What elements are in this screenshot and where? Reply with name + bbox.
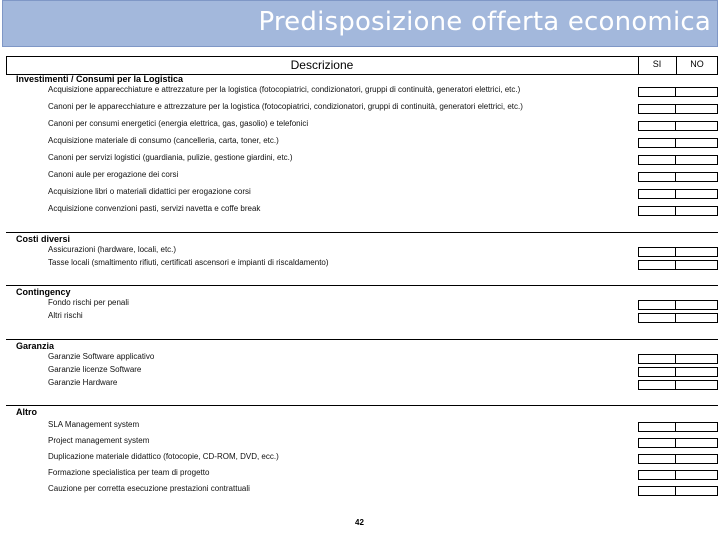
checkbox-si[interactable]	[638, 172, 676, 182]
checkbox-no[interactable]	[675, 454, 718, 464]
checkbox-no[interactable]	[675, 260, 718, 270]
section-divider	[6, 405, 718, 406]
checkbox-si[interactable]	[638, 300, 676, 310]
checkbox-si[interactable]	[638, 138, 676, 148]
table-left-border	[6, 56, 7, 74]
checkbox-no[interactable]	[675, 172, 718, 182]
section-title: Altro	[16, 407, 37, 417]
checkbox-si[interactable]	[638, 121, 676, 131]
list-item: Acquisizione convenzioni pasti, servizi navetta e coffe break	[48, 204, 261, 213]
checkbox-no[interactable]	[675, 470, 718, 480]
checkbox-no[interactable]	[675, 138, 718, 148]
slide-title: Predisposizione offerta economica	[258, 7, 711, 37]
checkbox-no[interactable]	[675, 155, 718, 165]
checkbox-si[interactable]	[638, 380, 676, 390]
checkbox-si[interactable]	[638, 155, 676, 165]
list-item: Assicurazioni (hardware, locali, etc.)	[48, 245, 177, 254]
checkbox-si[interactable]	[638, 189, 676, 199]
checkbox-si[interactable]	[638, 313, 676, 323]
checkbox-si[interactable]	[638, 247, 676, 257]
list-item: Garanzie Software applicativo	[48, 352, 155, 361]
list-item: Acquisizione materiale di consumo (cancelleria, carta, toner, etc.)	[48, 136, 279, 145]
list-item: Duplicazione materiale didattico (fotocopie, CD-ROM, DVD, ecc.)	[48, 452, 279, 461]
checkbox-no[interactable]	[675, 300, 718, 310]
checkbox-no[interactable]	[675, 189, 718, 199]
checkbox-no[interactable]	[675, 367, 718, 377]
checkbox-no[interactable]	[675, 104, 718, 114]
header-no: NO	[690, 59, 704, 69]
table-right-border	[717, 56, 718, 74]
list-item: SLA Management system	[48, 420, 140, 429]
list-item: Acquisizione libri o materiali didattici per erogazione corsi	[48, 187, 251, 196]
section-title: Investimenti / Consumi per la Logistica	[16, 74, 184, 84]
list-item: Acquisizione apparecchiature e attrezzature per la logistica (fotocopiatrici, condizionatori, gruppi di continuità, generatori elettrici, etc.)	[48, 85, 521, 94]
section-divider	[6, 285, 718, 286]
checkbox-si[interactable]	[638, 206, 676, 216]
list-item: Garanzie licenze Software	[48, 365, 142, 374]
section-title: Garanzia	[16, 341, 55, 351]
checkbox-no[interactable]	[675, 87, 718, 97]
list-item: Canoni aule per erogazione dei corsi	[48, 170, 179, 179]
checkbox-no[interactable]	[675, 486, 718, 496]
section-divider	[6, 232, 718, 233]
checkbox-no[interactable]	[675, 121, 718, 131]
section-divider	[6, 339, 718, 340]
checkbox-si[interactable]	[638, 454, 676, 464]
slide-title-bar	[2, 0, 718, 47]
list-item: Formazione specialistica per team di progetto	[48, 468, 210, 477]
checkbox-si[interactable]	[638, 438, 676, 448]
list-item: Project management system	[48, 436, 150, 445]
checkbox-no[interactable]	[675, 313, 718, 323]
checkbox-no[interactable]	[675, 380, 718, 390]
checkbox-no[interactable]	[675, 247, 718, 257]
checkbox-si[interactable]	[638, 260, 676, 270]
list-item: Cauzione per corretta esecuzione prestazioni contrattuali	[48, 484, 250, 493]
checkbox-no[interactable]	[675, 422, 718, 432]
checkbox-si[interactable]	[638, 486, 676, 496]
section-title: Contingency	[16, 287, 71, 297]
checkbox-si[interactable]	[638, 422, 676, 432]
list-item: Canoni per consumi energetici (energia elettrica, gas, gasolio) e telefonici	[48, 119, 309, 128]
list-item: Altri rischi	[48, 311, 83, 320]
list-item: Canoni per servizi logistici (guardiania, pulizie, gestione giardini, etc.)	[48, 153, 293, 162]
checkbox-si[interactable]	[638, 367, 676, 377]
header-divider-si	[638, 56, 639, 74]
header-si: SI	[652, 59, 662, 69]
list-item: Garanzie Hardware	[48, 378, 118, 387]
checkbox-si[interactable]	[638, 354, 676, 364]
checkbox-si[interactable]	[638, 87, 676, 97]
checkbox-no[interactable]	[675, 438, 718, 448]
cost-checklist-table	[6, 56, 718, 500]
checkbox-si[interactable]	[638, 470, 676, 480]
header-divider-no	[676, 56, 677, 74]
checkbox-no[interactable]	[675, 206, 718, 216]
page-number: 42	[355, 518, 364, 527]
list-item: Tasse locali (smaltimento rifiuti, certificati ascensori e impianti di riscaldamento)	[48, 258, 329, 267]
header-descrizione: Descrizione	[290, 58, 354, 72]
checkbox-no[interactable]	[675, 354, 718, 364]
section-title: Costi diversi	[16, 234, 71, 244]
list-item: Canoni per le apparecchiature e attrezzature per la logistica (fotocopiatrici, condizionatori, gruppi di continuità, generatori elettrici, etc.)	[48, 102, 523, 111]
checkbox-si[interactable]	[638, 104, 676, 114]
table-top-border	[6, 56, 718, 57]
list-item: Fondo rischi per penali	[48, 298, 129, 307]
